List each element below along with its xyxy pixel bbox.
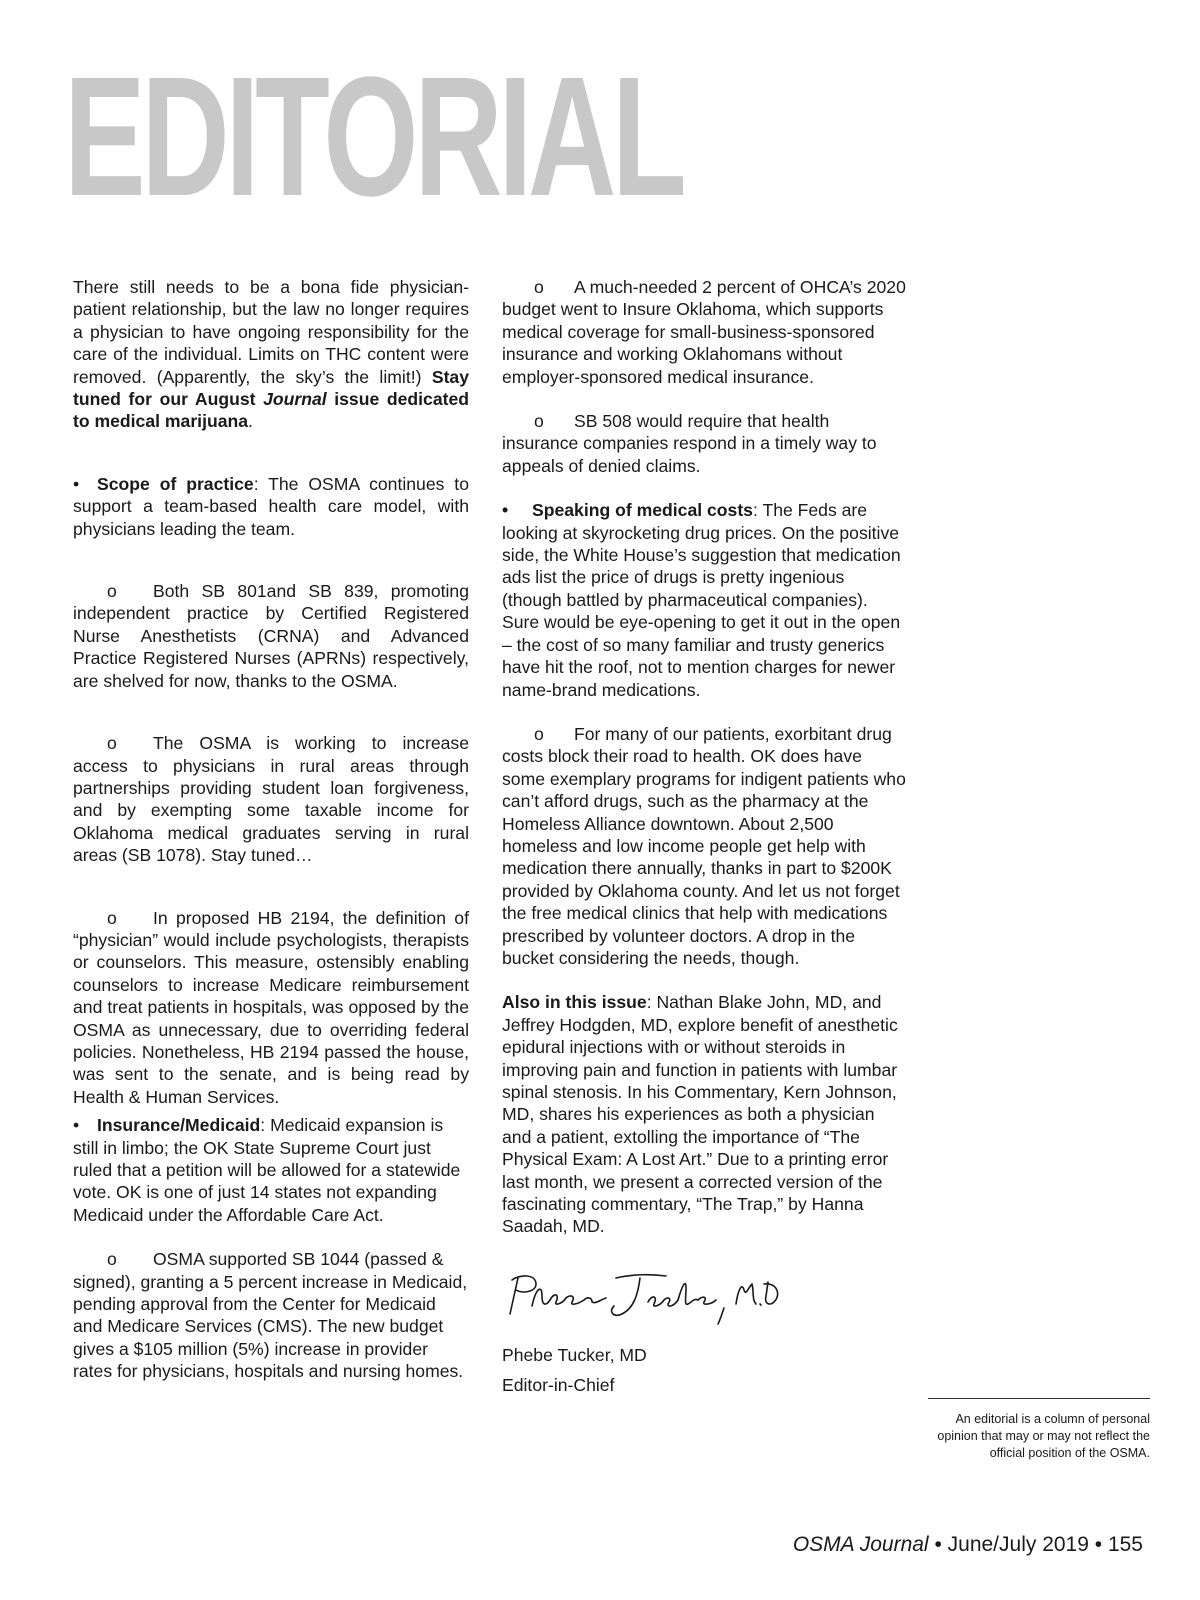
sub-bullet-glyph: o (107, 733, 117, 754)
also-in-this-issue: Also in this issue: Nathan Blake John, MD, and Jeffrey Hodgden, MD, explore benefit of anesthetic epidural injections with or without steroids in improving pain and function in patients with lumbar spinal stenosis. In his Commentary, Kern Johnson, MD, shares his experiences as both a physician and a patient, extolling the importance of “The Physical Exam: A Lost Art.” Due to a printing error last month, we present a corrected version of the fascinating commentary, “The Trap,” by Hanna Saadah, MD. (502, 992, 898, 1237)
insurance-medicaid-item: • Insurance/Medicaid: Medicaid expansion is still in limbo; the OK State Supreme Court just ruled that a petition will be allowed for a statewide vote. OK is one of just 14 states not expanding Medicaid under the Affordable Care Act. (73, 1115, 461, 1225)
signer-name: Phebe Tucker, MD (502, 1344, 647, 1365)
sub-bullet-glyph: o (534, 277, 544, 297)
sub-bullet-glyph: o (534, 411, 544, 432)
issue-date: June/July 2019 (947, 1533, 1089, 1556)
left-column (73, 276, 469, 1383)
bullet-glyph: • (73, 473, 80, 494)
sub-bullet-glyph: o (534, 723, 544, 744)
bullet-glyph: • (73, 1115, 80, 1136)
signer-block (502, 1340, 906, 1400)
scope-subitem-3: o In proposed HB 2194, the definition of “physician” would include psychologists, therapists or counselors. This measure, ostensibly enabling counselors to increase Medicare reimbursement and treat patients in hospitals, was opposed by the OSMA as unnecessary, due to overriding federal policies. Nonetheless, HB 2194 passed the house, was sent to the senate, and is being read by Health & Human Services. (73, 907, 469, 1107)
medical-costs-subitem-1: o For many of our patients, exorbitant drug costs block their road to health. OK does have some exemplary programs for indigent patients who can’t afford drugs, such as the pharmacy at the Homeless Alliance downtown. About 2,500 homeless and low income people get help with medication there annually, thanks in part to $200K provided by Oklahoma county. And let us not forget the free medical clinics that help with medications prescribed by volunteer doctors. A drop in the bucket considering the needs, though. (502, 723, 906, 968)
signer-title: Editor-in-Chief (502, 1374, 615, 1395)
insurance-heading: Insurance/Medicaid (97, 1115, 261, 1136)
editorial-masthead: EDITORIAL (64, 42, 683, 232)
page-footer: OSMA Journal • June/July 2019 • 155 (792, 1533, 1143, 1556)
scope-of-practice-item: • Scope of practice: The OSMA continues to support a team-based health care model, with physicians leading the team. (73, 473, 469, 539)
signature-image (502, 1266, 782, 1326)
page-number: 155 (1107, 1533, 1143, 1556)
scope-subitem-1: o Both SB 801and SB 839, promoting independent practice by Certified Registered Nurse Anesthetists (CRNA) and Advanced Practice Registered Nurses (APRNs) respectively, are shelved for now, thanks to the OSMA. (73, 581, 469, 691)
scope-heading: Scope of practice (97, 473, 254, 494)
journal-name: OSMA Journal (792, 1533, 929, 1556)
intro-paragraph: There still needs to be a bona fide physician-patient relationship, but the law no longer requires a physician to have ongoing responsibility for the care of the individual. Limits on THC content were removed. (Apparently, the sky’s the limit!) Stay tuned for our August Journal issue dedicated to medical marijuana. (73, 277, 469, 432)
sub-bullet-glyph: o (107, 1249, 117, 1270)
insurance-subitem-1: o OSMA supported SB 1044 (passed & signed), granting a 5 percent increase in Medicaid, pending approval from the Center for Medicaid and Medicare Services (CMS). The new budget gives a $105 million (5%) increase in provider rates for physicians, hospitals and nursing homes. (73, 1249, 468, 1382)
editorial-disclaimer: An editorial is a column of personal opinion that may or may not reflect the official position of the OSMA. (928, 1398, 1150, 1462)
medical-costs-item: • Speaking of medical costs: The Feds are looking at skyrocketing drug prices. On the positive side, the White House’s suggestion that medication ads list the price of drugs is pretty ingenious (though battled by pharmaceutical companies). Sure would be eye-opening to get it out in the open – the cost of so many familiar and trusty generics have hit the roof, not to mention charges for newer name-brand medications. (502, 500, 901, 700)
also-heading: Also in this issue (502, 992, 647, 1013)
sub-bullet-glyph: o (107, 907, 117, 928)
handwritten-signature (502, 1266, 782, 1326)
sub-bullet-glyph: o (107, 581, 117, 602)
right-column (502, 276, 906, 1400)
insurance-subitem-3: o SB 508 would require that health insurance companies respond in a timely way to appeals of denied claims. (502, 411, 877, 476)
insurance-subitem-2: o A much-needed 2 percent of OHCA’s 2020 budget went to Insure Oklahoma, which supports medical coverage for small-business-sponsored insurance and working Oklahomans without employer-sponsored medical insurance. (502, 277, 906, 387)
medical-costs-heading: Speaking of medical costs (532, 500, 753, 521)
bullet-glyph: • (502, 500, 509, 521)
scope-subitem-2: o The OSMA is working to increase access to physicians in rural areas through partnerships providing student loan forgiveness, and by exempting some taxable income for Oklahoma medical graduates serving in rural areas (SB 1078). Stay tuned… (73, 733, 469, 866)
